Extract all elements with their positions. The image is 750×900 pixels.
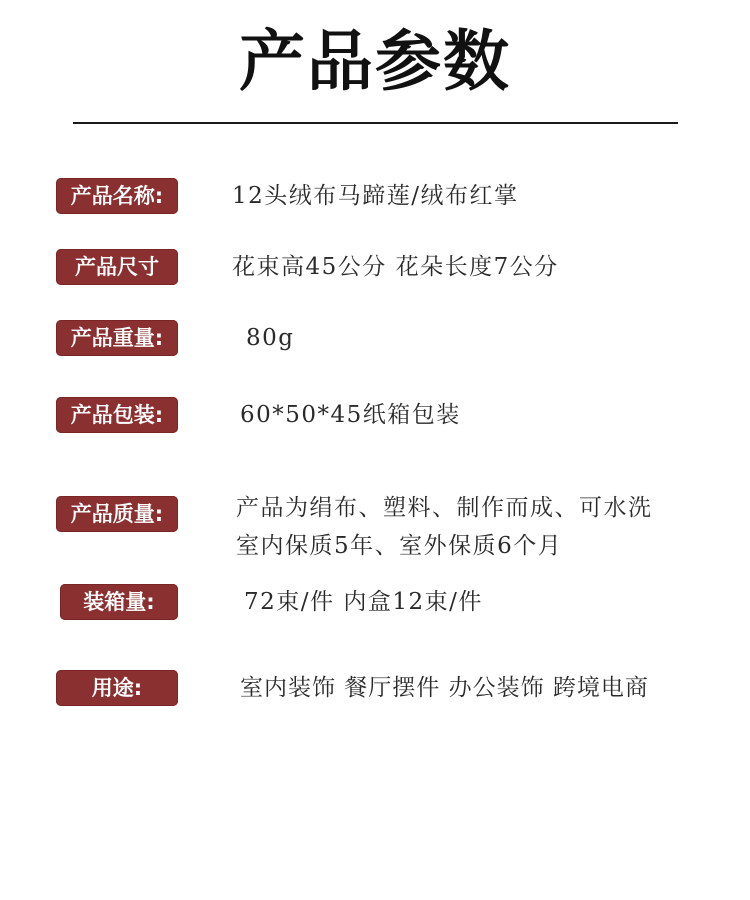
param-value-line: 产品为绢布、塑料、制作而成、可水洗 [236,495,653,521]
param-value-line: 室内保质5年、室外保质6个月 [236,533,563,559]
param-value-line: 60*50*45纸箱包装 [240,402,461,428]
param-value [246,320,295,356]
param-label-badge: 产品质量: [56,496,178,532]
param-label-badge: 产品重量: [56,320,178,356]
param-value [240,670,649,706]
param-label-badge: 用途: [56,670,178,706]
param-label-badge: 装箱量: [60,584,178,620]
param-value-line: 72束/件 内盒12束/件 [244,589,483,615]
param-value [232,178,519,214]
param-value [240,397,461,433]
param-value-line: 80g [246,325,295,351]
title-divider [73,122,678,124]
param-value-line: 花束高45公分 花朵长度7公分 [232,254,559,280]
param-value [236,489,653,565]
param-value-line: 12头绒布马蹄莲/绒布红掌 [232,183,519,209]
param-value [244,584,483,620]
param-label-badge: 产品名称: [56,178,178,214]
param-label-badge: 产品尺寸 [56,249,178,285]
param-value [232,249,559,285]
param-label-badge: 产品包装: [56,397,178,433]
param-value-line: 室内装饰 餐厅摆件 办公装饰 跨境电商 [240,675,649,701]
page-title: 产品参数 [239,22,511,100]
